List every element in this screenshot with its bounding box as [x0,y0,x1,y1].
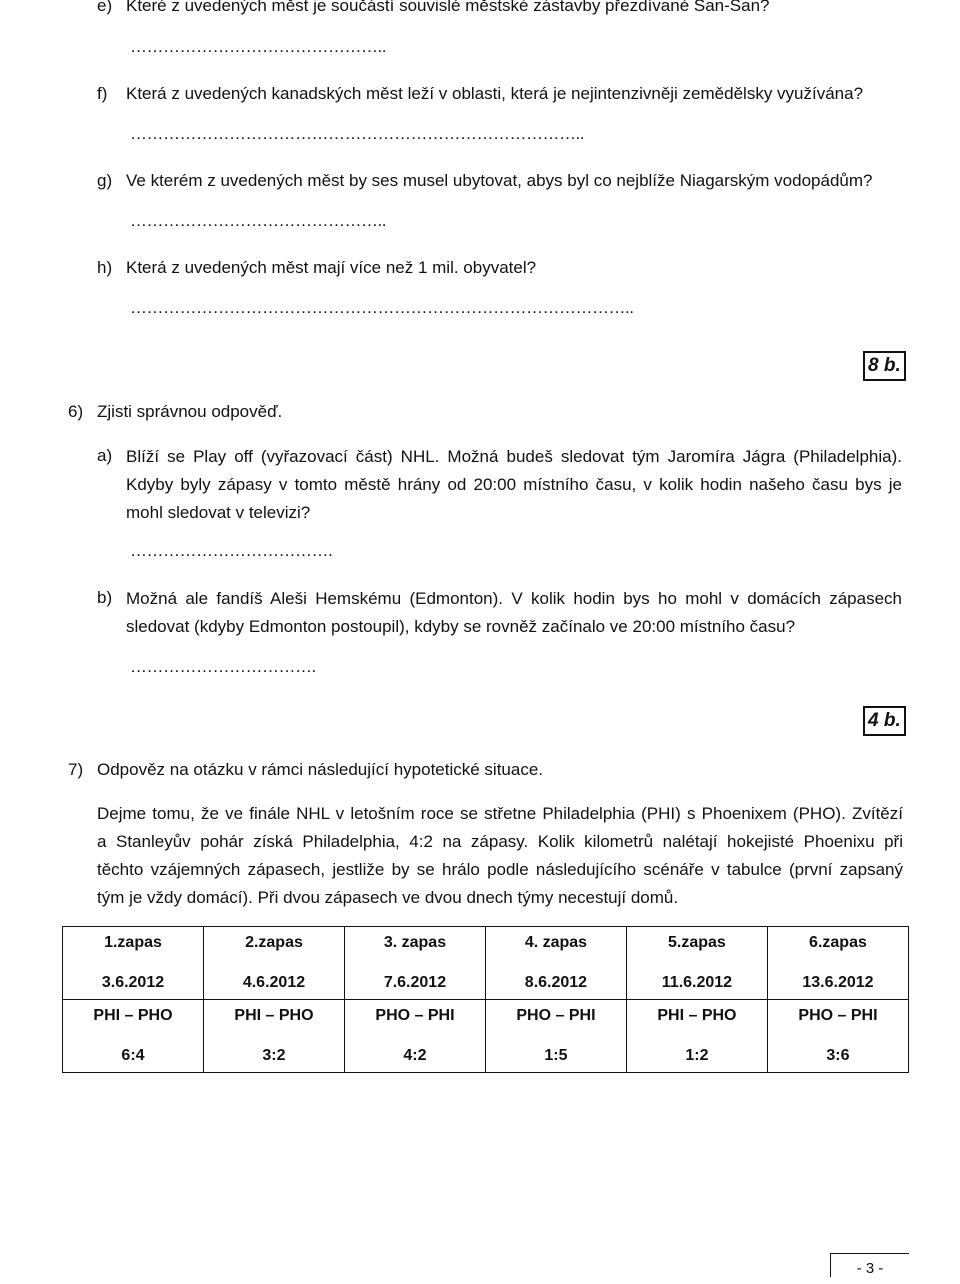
table-cell [203,927,344,1000]
game-date: 7.6.2012 [383,974,447,991]
game-date: 8.6.2012 [524,974,588,991]
section6b-line-2: sledovat (kdyby Edmonton postoupil), kdyby se rovněž začínalo ve 20:00 místního času? [126,617,796,636]
section6-points-box: 8 b. [863,351,906,381]
section6-title: Zjisti správnou odpověď. [97,402,283,421]
table-cell [626,1000,767,1073]
section6b-label: b) [97,588,113,607]
game-label: 1.zapas [104,934,162,951]
question-g-label: g) [97,171,113,190]
match-score: 1:5 [544,1047,568,1064]
table-cell [767,927,908,1000]
question-f-answer-line: ……………………………………………………………………….. [130,124,584,143]
section7-points-box: 4 b. [863,706,906,736]
table-cell [485,1000,626,1073]
game-date: 4.6.2012 [242,974,306,991]
table-cell [485,927,626,1000]
question-g-text: Ve kterém z uvedených měst by ses musel ubytovat, abys byl co nejblíže Niagarským vodopádům? [126,171,873,190]
game-date: 13.6.2012 [802,974,874,991]
matches-table [62,926,909,1073]
section6b-line-1: Možná ale fandíš Aleši Hemskému (Edmonton). V kolik hodin bys ho mohl v domácích zápasech [126,589,902,608]
question-h-label: h) [97,258,113,277]
table-cell [344,927,485,1000]
section7-text [97,800,903,912]
match-score: 1:2 [685,1047,709,1064]
section6a-line-1: Blíží se Play off (vyřazovací část) NHL. Možná budeš sledovat tým Jaromíra Jágra (Philadelphia). [126,447,902,466]
question-e-text: Které z uvedených měst je součástí souvislé městské zástavby přezdívané San-San? [126,0,770,15]
game-label: 2.zapas [245,934,303,951]
table-cell [344,1000,485,1073]
section7-line-1: Dejme tomu, že ve finále NHL v letošním roce se střetne Philadelphia (PHI) s Phoenixem (PHO). Zvítězí [97,804,903,823]
game-date: 3.6.2012 [101,974,165,991]
match-teams: PHO – PHI [516,1007,596,1024]
table-row-results [63,1000,909,1073]
section6a-line-3: mohl sledovat v televizi? [126,503,311,522]
game-date: 11.6.2012 [661,974,733,991]
match-score: 6:4 [121,1047,145,1064]
section7-number: 7) [68,760,84,779]
question-e-label: e) [97,0,113,15]
section6a-line-2: Kdyby byly zápasy v tomto městě hrány od 20:00 místního času, v kolik hodin našeho času bys je [126,475,902,494]
table-cell [767,1000,908,1073]
table-row-games [63,927,909,1000]
section7-line-4: tým je vždy domácí). Při dvou zápasech ve dvou dnech týmy necestují domů. [97,888,679,907]
section6a-label: a) [97,446,113,465]
match-score: 3:6 [826,1047,850,1064]
question-g-answer-line: ……………………………………….. [130,211,386,230]
section6a-answer-line: ………………………………. [130,541,333,560]
question-f-label: f) [97,84,108,103]
page-number: - 3 - [830,1253,909,1277]
game-label: 6.zapas [809,934,867,951]
question-f-text: Která z uvedených kanadských měst leží v oblasti, která je nejintenzivněji zemědělsky využívána? [126,84,864,103]
question-e-answer-line: ……………………………………….. [130,37,386,56]
match-score: 4:2 [403,1047,427,1064]
table-cell [63,927,204,1000]
section7-line-3: těchto vzájemných zápasech, jestliže by se hrálo podle následujícího scénáře v tabulce (první zapsaný [97,860,903,879]
section7-title: Odpověz na otázku v rámci následující hypotetické situace. [97,760,544,779]
section6b-text [126,585,902,641]
match-teams: PHO – PHI [375,1007,455,1024]
match-teams: PHO – PHI [798,1007,878,1024]
match-score: 3:2 [262,1047,286,1064]
game-label: 4. zapas [524,934,588,951]
table-cell [63,1000,204,1073]
game-label: 5.zapas [668,934,726,951]
table-cell [626,927,767,1000]
question-h-answer-line: ……………………………………………………………………………….. [130,298,634,317]
section6a-text [126,443,902,527]
table-cell [203,1000,344,1073]
match-teams: PHI – PHO [93,1007,173,1024]
game-label: 3. zapas [383,934,447,951]
section7-line-2: a Stanleyův pohár získá Philadelphia, 4:2 na zápasy. Kolik kilometrů nalétají hokejisté Phoenixu při [97,832,903,851]
question-h-text: Která z uvedených měst mají více než 1 mil. obyvatel? [126,258,537,277]
match-teams: PHI – PHO [657,1007,737,1024]
section6b-answer-line: ……………………………. [130,657,316,676]
section6-number: 6) [68,402,84,421]
match-teams: PHI – PHO [234,1007,314,1024]
